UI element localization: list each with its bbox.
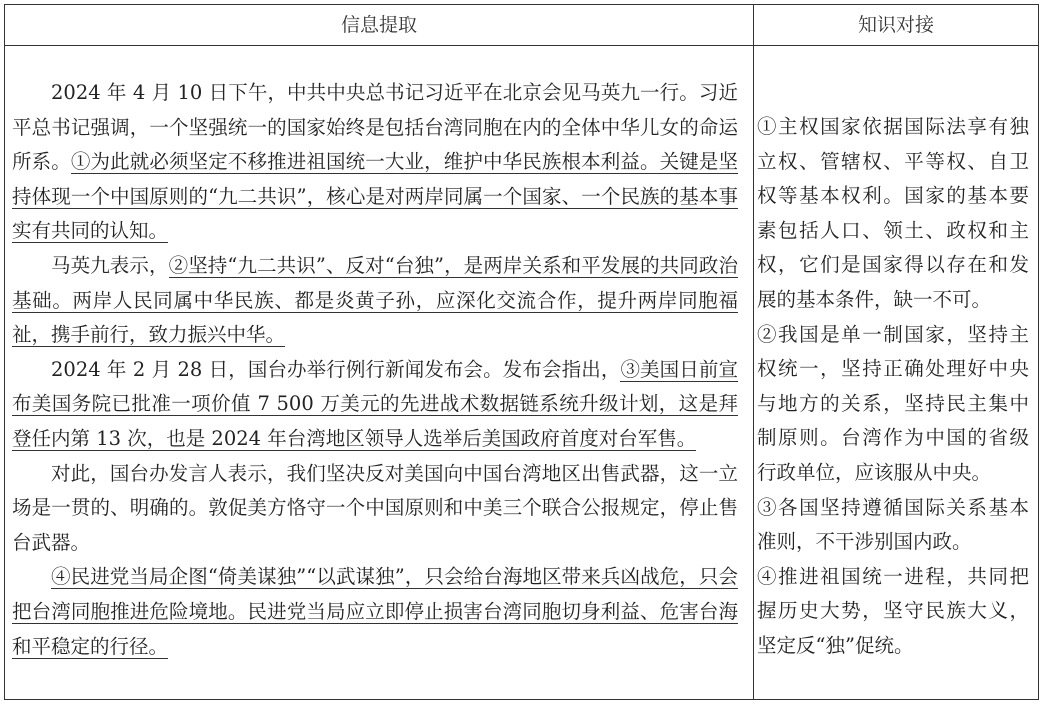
knowledge-point-4: ④推进祖国统一进程，共同把握历史大势，坚守民族大义，坚定反“独”促统。 [757, 564, 1029, 657]
header-info-extraction: 信息提取 [340, 14, 417, 36]
header-divider [5, 45, 1038, 46]
paragraph-5 [12, 560, 738, 664]
paragraph-3-text: 2024 年 2 月 28 日，国台办举行例行新闻发布会。发布会指出， [51, 357, 621, 381]
knowledge-point-3: ③各国坚持遵循国际关系基本准则，不干涉别国内政。 [757, 495, 1029, 554]
knowledge-point-1: ①主权国家依据国际法享有独立权、管辖权、平等权、自卫权等基本权利。国家的基本要素包括人口、领土、政权和主权，它们是国家得以存在和发展的基本条件，缺一不可。 [757, 115, 1029, 311]
knowledge-point-2: ②我国是单一制国家，坚持主权统一，坚持正确处理好中央与地方的关系，坚持民主集中制原则。台湾作为中国的省级行政单位，应该服从中央。 [757, 322, 1029, 484]
paragraph-3-underlined: ③美国日前宣布美国务院已批准一项价值 7 500 万美元的先进战术数据链系统升级计划，这是拜登任内第 13 次，也是 2024 年台湾地区领导人选举后美国政府首度对台军售。 [12, 357, 738, 450]
column-divider [753, 5, 754, 699]
knowledge-content [757, 110, 1029, 664]
info-extraction-content [12, 76, 738, 664]
paragraph-1 [12, 76, 738, 249]
paragraph-1-underlined: ①为此就必须坚定不移推进祖国统一大业，维护中华民族根本利益。关键是坚持体现一个中国原则的“九二共识”，核心是对两岸同属一个国家、一个民族的基本事实有共同的认知。 [12, 150, 738, 243]
paragraph-2-text: 马英九表示， [51, 253, 169, 277]
paragraph-5-underlined: ④民进党当局企图“倚美谋独”“以武谋独”，只会给台海地区带来兵凶战危，只会把台湾同胞推进危险境地。民进党当局应立即停止损害台湾同胞切身利益、危害台海和平稳定的行径。 [12, 565, 738, 658]
paragraph-1-text: 2024 年 4 月 10 日下午，中共中央总书记习近平在北京会见马英九一行。习近平总书记强调，一个坚强统一的国家始终是包括台湾同胞在内的全体中华儿女的命运所系。 [12, 81, 738, 174]
paragraph-2-underlined: ②坚持“九二共识”、反对“台独”，是两岸关系和平发展的共同政治基础。两岸人民同属中华民族、都是炎黄子孙，应深化交流合作，提升两岸同胞福祉，携手前行，致力振兴中华。 [12, 253, 738, 347]
paragraph-4: 对此，国台办发言人表示，我们坚决反对美国向中国台湾地区出售武器，这一立场是一贯的、明确的。敦促美方恪守一个中国原则和中美三个联合公报规定，停止售台武器。 [12, 461, 738, 554]
header-knowledge-link: 知识对接 [857, 14, 934, 36]
paragraph-3 [12, 353, 738, 457]
paragraph-2 [12, 249, 738, 353]
